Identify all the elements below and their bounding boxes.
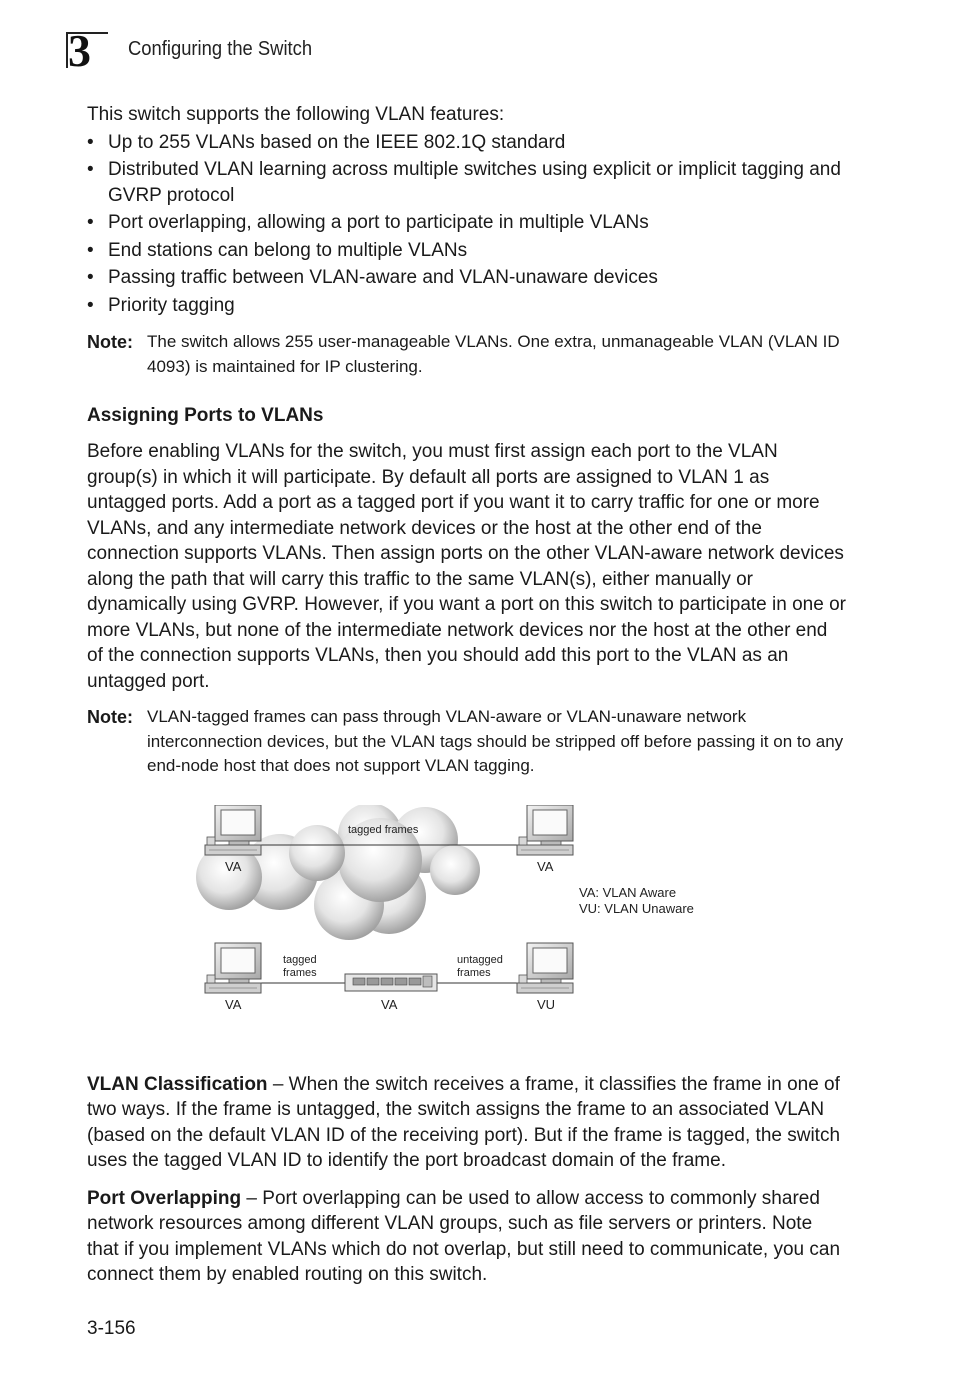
switch-icon: [345, 974, 437, 991]
top-left-label: VA: [225, 858, 242, 874]
section-paragraph: Before enabling VLANs for the switch, you must first assign each port to the VLAN group(s) in which it will participate. By default all ports are assigned to VLAN 1 as untagged ports. Add a port as a tagged port if you want it to carry traffic for one or more VLANs, and any intermediate network devices or the host at the other end of the connection supports VLANs. Then assign ports on the other VLAN-aware network devices along the path that will carry this traffic to the same VLAN(s), either manually or dynamically using GVRP. However, if you want a port on this switch to participate in one or more VLANs, but none of the intermediate network devices nor the host at the other end of the connection supports VLANs, then you should add this port to the VLAN as an untagged port.: [87, 441, 846, 692]
chapter-title: Configuring the Switch: [128, 38, 313, 60]
note-label: Note:: [87, 707, 133, 727]
computer-icon: [205, 943, 261, 993]
cloud-label: tagged frames: [348, 823, 419, 836]
list-item: • Distributed VLAN learning across multiple switches using explicit or implicit tagging and GVRP protocol: [87, 157, 847, 208]
vlan-classification-paragraph: [87, 1072, 847, 1174]
intro-text: This switch supports the following VLAN features:: [87, 104, 505, 125]
tagged-frames-label: tagged: [283, 953, 317, 966]
untagged-frames-label: frames: [457, 966, 491, 979]
list-item: • Priority tagging: [87, 293, 847, 319]
vlan-classification-text: – When the switch receives a frame, it classifies the frame in one of two ways. If the frame is untagged, the switch assigns the frame to an associated VLAN (based on the default VLAN ID of the receiving port). But if the frame is tagged, the switch uses the tagged VLAN ID to identify the port broadcast domain of the frame.: [87, 1073, 841, 1171]
untagged-frames-label: untagged: [457, 953, 503, 966]
note-text: VLAN-tagged frames can pass through VLAN-aware or VLAN-unaware network interconnection devices, but the VLAN tags should be stripped off before passing it on to any end-node host that does not support VLAN tagging.: [147, 707, 844, 775]
port-overlapping-text: – Port overlapping can be used to allow access to commonly shared network resources among different VLAN groups, such as file servers or printers. Note that if you implement VLANs which do not overlap, but still need to communicate, you can connect them by enabled routing on this switch.: [87, 1187, 841, 1285]
bottom-mid-label: VA: [381, 996, 398, 1012]
page-number: 3-156: [87, 1318, 136, 1339]
legend-vlan-unaware: VU: VLAN Unaware: [579, 900, 694, 916]
note-text: The switch allows 255 user-manageable VLANs. One extra, unmanageable VLAN (VLAN ID 4093) is maintained for IP clustering.: [147, 332, 840, 376]
top-right-label: VA: [537, 858, 554, 874]
computer-icon: [517, 805, 573, 855]
computer-icon: [517, 943, 573, 993]
chapter-number: 3: [68, 25, 89, 76]
port-overlapping-term: Port Overlapping: [87, 1187, 242, 1209]
note-label: Note:: [87, 332, 133, 352]
note-vlan-tagged-frames: [87, 705, 847, 779]
port-overlapping-paragraph: [87, 1186, 847, 1288]
list-item: • Port overlapping, allowing a port to participate in multiple VLANs: [87, 210, 847, 236]
bottom-right-label: VU: [537, 996, 556, 1012]
vlan-diagram-figure: [87, 805, 847, 1050]
page-header: [66, 25, 466, 76]
vlan-diagram: [87, 805, 847, 1050]
legend-vlan-aware: VA: VLAN Aware: [579, 884, 677, 900]
page-content: [87, 102, 847, 1300]
vlan-classification-term: VLAN Classification: [87, 1073, 268, 1095]
list-item: • Up to 255 VLANs based on the IEEE 802.1Q standard: [87, 130, 847, 156]
note-ip-clustering: [87, 330, 847, 379]
computer-icon: [205, 805, 261, 855]
list-item: • Passing traffic between VLAN-aware and VLAN-unaware devices: [87, 265, 847, 291]
feature-list: [87, 130, 847, 319]
section-heading: Assigning Ports to VLANs: [87, 405, 324, 426]
tagged-frames-label: frames: [283, 966, 317, 979]
bottom-left-label: VA: [225, 996, 242, 1012]
list-item: • End stations can belong to multiple VLANs: [87, 238, 847, 264]
